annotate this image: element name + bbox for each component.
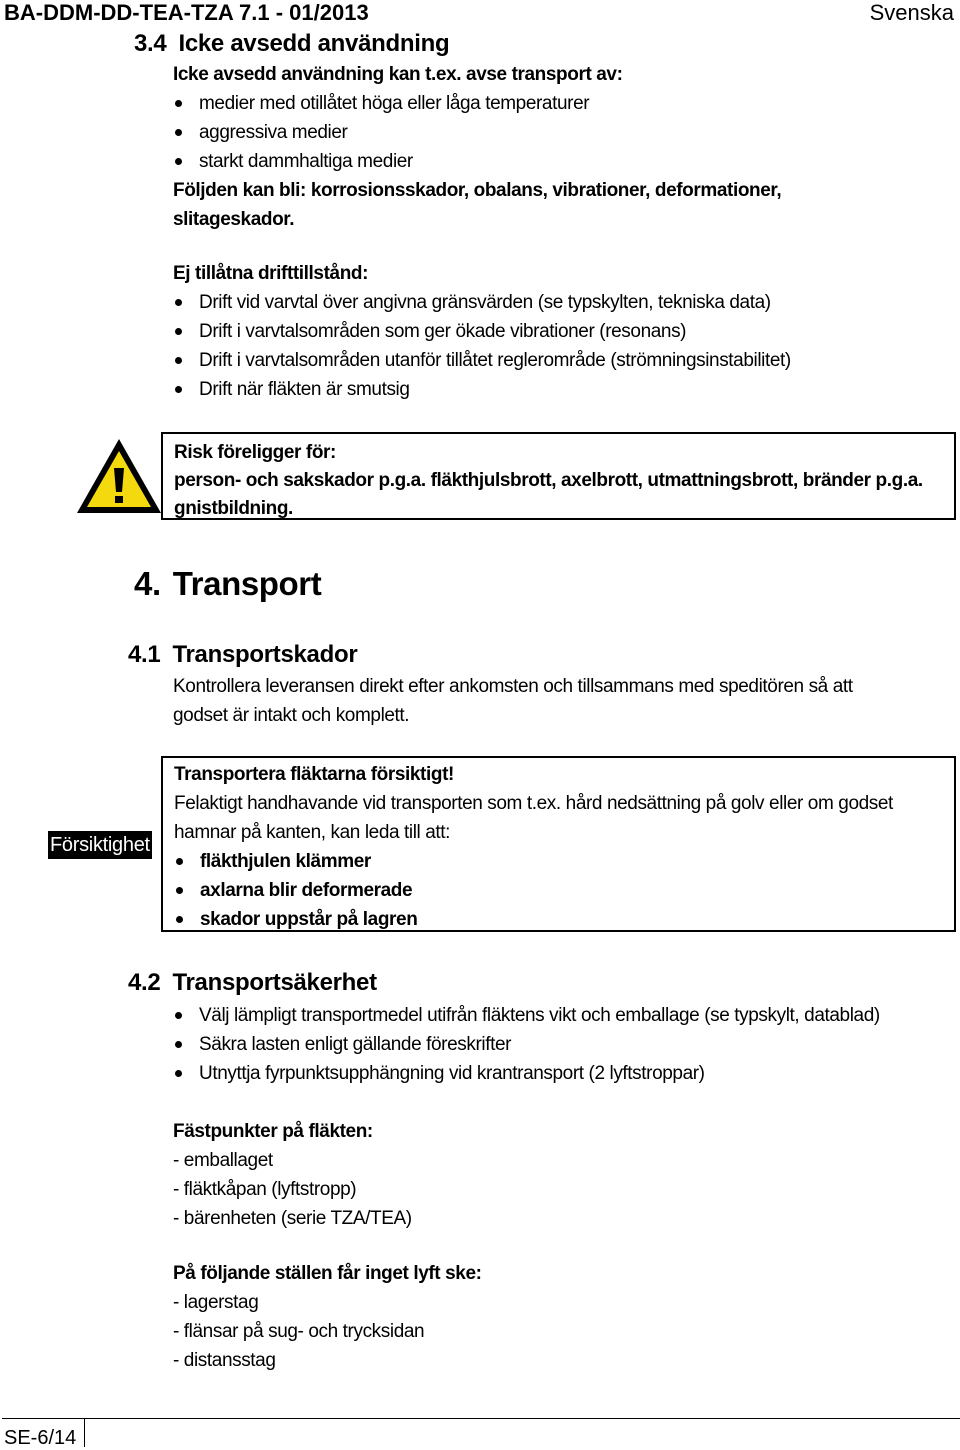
risk-text: person- och sakskador p.g.a. fläkthjulsbrott, axelbrott, utmattningsbrott, bränder p.g.a. (174, 470, 923, 491)
risk-heading: Risk föreligger för: (174, 442, 336, 463)
list-item: skador uppstår på lagren (174, 905, 417, 934)
chapter-title: Transport (172, 565, 322, 602)
document-id: BA-DDM-DD-TEA-TZA 7.1 - 01/2013 (4, 0, 369, 25)
bullet-icon (175, 357, 182, 364)
bullet-icon (175, 129, 182, 136)
caution-text-cont: hamnar på kanten, kan leda till att: (174, 822, 451, 843)
no-lift-points (173, 1259, 482, 1375)
list-item: aggressiva medier (173, 118, 589, 147)
risk-box (161, 432, 956, 520)
section-4-1-body: Kontrollera leveransen direkt efter ankomsten och tillsammans med speditören så att godset är intakt och komplett. (173, 676, 853, 726)
list-item: Välj lämpligt transportmedel utifrån fläktens vikt och emballage (se typskylt, datablad) (173, 1001, 880, 1030)
section-number: 4.2 (128, 969, 161, 996)
footer-separator (84, 1419, 85, 1447)
section-4-2-list (173, 1001, 880, 1088)
caution-text: Felaktigt handhavande vid transporten som t.ex. hård nedsättning på golv eller om godset (174, 793, 893, 814)
section-number: 3.4 (134, 30, 167, 57)
list-item: - lagerstag (173, 1292, 259, 1313)
bullet-icon (176, 887, 183, 894)
bullet-icon (175, 100, 182, 107)
caution-list (174, 847, 417, 934)
section-title: Transportsäkerhet (172, 969, 377, 996)
bullet-icon (176, 916, 183, 923)
list-item: - bärenheten (serie TZA/TEA) (173, 1208, 412, 1229)
bullet-icon (175, 328, 182, 335)
consequence-text: Följden kan bli: korrosionsskador, obalans, vibrationer, deformationer, slitageskador. (173, 180, 782, 230)
section-4-1-heading (128, 640, 357, 670)
list-item: - fläktkåpan (lyftstropp) (173, 1179, 357, 1200)
section-title: Icke avsedd användning (178, 30, 450, 57)
fix-points (173, 1117, 412, 1233)
list-item: Drift vid varvtal över angivna gränsvärden (se typskylten, tekniska data) (173, 288, 791, 317)
bullet-icon (175, 386, 182, 393)
list-item: - distansstag (173, 1350, 276, 1371)
warning-triangle-icon (74, 436, 164, 516)
risk-text-cont: gnistbildning. (174, 498, 293, 519)
list-item: Säkra lasten enligt gällande föreskrifter (173, 1030, 880, 1059)
bullet-icon (175, 158, 182, 165)
fix-points-heading: Fästpunkter på fläkten: (173, 1121, 373, 1142)
list-item: medier med otillåtet höga eller låga temperaturer (173, 89, 589, 118)
list-item: fläkthjulen klämmer (174, 847, 417, 876)
bullet-icon (175, 1070, 182, 1077)
bullet-icon (175, 299, 182, 306)
section-4-2-heading (128, 968, 377, 998)
caution-label: Försiktighet (48, 831, 152, 859)
section-3-4-list (173, 89, 589, 176)
caution-box (161, 756, 956, 932)
list-item: Drift när fläkten är smutsig (173, 375, 791, 404)
caution-title: Transportera fläktarna försiktigt! (174, 764, 454, 785)
list-item: axlarna blir deformerade (174, 876, 417, 905)
chapter-4-heading (134, 565, 321, 603)
bullet-icon (175, 1041, 182, 1048)
section-3-4-intro: Icke avsedd användning kan t.ex. avse transport av: (173, 64, 623, 85)
footer-divider (2, 1418, 960, 1419)
list-item: Drift i varvtalsområden utanför tillåtet reglerområde (strömningsinstabilitet) (173, 346, 791, 375)
list-item: - flänsar på sug- och trycksidan (173, 1321, 425, 1342)
list-item: - emballaget (173, 1150, 273, 1171)
forbidden-heading: Ej tillåtna drifttillstånd: (173, 263, 369, 284)
list-item: Utnyttja fyrpunktsupphängning vid krantransport (2 lyftstroppar) (173, 1059, 880, 1088)
page-number: SE-6/14 (4, 1427, 77, 1449)
chapter-number: 4. (134, 565, 161, 602)
list-item: starkt dammhaltiga medier (173, 147, 589, 176)
language-label: Svenska (869, 0, 954, 25)
no-lift-heading: På följande ställen får inget lyft ske: (173, 1263, 482, 1284)
bullet-icon (175, 1012, 182, 1019)
section-number: 4.1 (128, 641, 161, 668)
section-3-4-heading (134, 29, 449, 59)
forbidden-list (173, 288, 791, 404)
list-item: Drift i varvtalsområden som ger ökade vibrationer (resonans) (173, 317, 791, 346)
bullet-icon (176, 858, 183, 865)
section-title: Transportskador (172, 641, 358, 668)
